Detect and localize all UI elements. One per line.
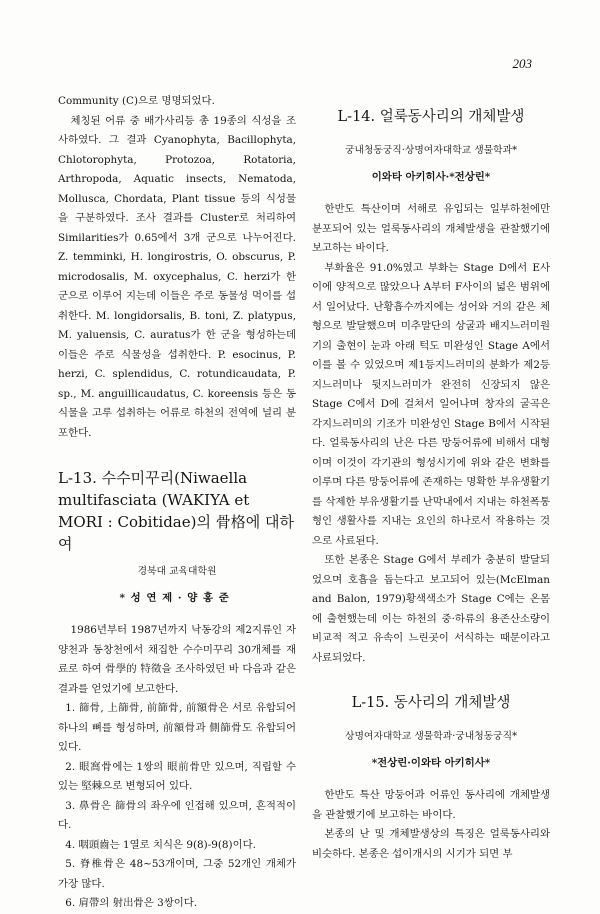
section-title-l15: L-15. 동사리의 개체발생 xyxy=(351,695,511,711)
paragraph: 한반도 특산 망둥어과 어류인 동사리에 개체발생을 관찰했기에 보고하는 바이다. xyxy=(312,789,550,821)
list-item: 1. 篩骨, 上篩骨, 前篩骨, 前額骨은 서로 유합되어 하나의 뼈를 형성하며, 前額骨과 側篩骨도 유합되어 있다. xyxy=(58,702,296,753)
page-number: 203 xyxy=(512,56,532,71)
list-item: 6. 肩帶의 射出骨은 3쌍이다. xyxy=(65,897,198,909)
authors-l15: *전상린·이와타 아키히사* xyxy=(371,757,491,769)
left-column xyxy=(58,92,296,914)
list-item: 2. 眼窩骨에는 1쌍의 眼前骨만 있으며, 직립할 수 있는 堅棘으로 변형되어 있다. xyxy=(58,760,296,792)
paragraph: 또한 본종은 Stage G에서 부레가 충분히 발달되었으며 호흡을 돕는다고 보고되어 있는(McElman and Balon, 1979)황색색소가 Stage C에는 온몸에 출현했는데 이는 하천의 중·하류의 용존산소량이 비교적 적고 유속이 느린곳이 서식하는 때문이라고 사료되었다. xyxy=(312,554,550,664)
paragraph: 한반도 특산이며 서해로 유입되는 일부하천에만 분포되어 있는 얼룩동사리의 개체발생을 관찰했기에 보고하는 바이다. xyxy=(312,203,550,254)
authors-l14: 이와타 아키히사·*전상린* xyxy=(371,171,491,183)
right-column xyxy=(312,92,550,864)
list-item: 3. 鼻骨은 篩骨의 좌우에 인접해 있으며, 흔적적이다. xyxy=(58,799,296,831)
section-title-l14: L-14. 얼룩동사리의 개체발생 xyxy=(337,109,525,125)
paragraph: 본종의 난 및 개체발생상의 특징은 얼룩동사리와 비슷하다. 본종은 섭이개시의 시기가 되면 부 xyxy=(312,828,550,860)
list-item: 5. 脊椎骨은 48~53개이며, 그중 52개인 개체가 가장 많다. xyxy=(58,858,296,890)
affiliation-l15: 상명여자대학교 생물학과·궁내청동궁직* xyxy=(344,731,517,742)
affiliation-l14: 궁내청동궁직·상명여자대학교 생물학과* xyxy=(344,145,517,156)
intro-paragraph-l13: 1986년부터 1987년까지 낙동강의 제2지류인 자양천과 동창천에서 채집한 수수미꾸리 30개체를 재료로 하여 骨學的 特徵을 조사하였던 바 다음과 같은 결과를 얻었기에 보고한다. xyxy=(58,624,296,695)
authors-l13: *성연제·양홍준 xyxy=(119,592,235,604)
continuation-line: Community (C)으로 명명되었다. xyxy=(58,95,215,107)
list-item: 4. 咽頭齒는 1열로 치식은 9(8)-9(8)이다. xyxy=(65,838,256,851)
section-title-l13: L-13. 수수미꾸리(Niwaella multifasciata (WAKIYA et MORI : Cobitidae)의 骨格에 대하여 xyxy=(58,469,294,553)
continuation-paragraph: 체칭된 어류 중 배가사리등 총 19종의 식성을 조사하였다. 그 결과 Cyanophyta, Bacillophyta, Chlotorophyta, Protozoa, Rotatoria, Arthropoda, Aquatic insects, Nematoda, Mollusca, Chordata, Plant tissue 등의 식성물을 구분하였다. 조사 결과를 Cluster로 처리하여 Similarities가 0.65에서 3개 군으로 나누어진다. Z. temminki, H. longirostris, O. obscurus, P. microdosalis, M. oxycephalus, C. herzi가 한 군으로 이루어 지는데 이들은 주로 동물성 먹이를 섭취한다. M. longidorsalis, B. toni, Z. platypus, M. yaluensis, C. auratus가 한 군을 형성하는데 이들은 주로 식물성을 섭취한다. P. esocinus, P. herzi, C. splendidus, C. rotundicaudata, P. sp., M. anguillicaudatus, C. koreensis 등은 동식물을 고루 섭취하는 어류로 하천의 전역에 널리 분포한다. xyxy=(58,114,296,439)
paragraph: 부화율은 91.0%였고 부화는 Stage D에서 E사이에 양적으로 많았으나 A부터 F사이의 넓은 범위에서 일어났다. 난황흡수까지에는 성어와 거의 같은 체형으로 발달했으며 미추말단의 상굴과 배지느러미원기의 출현이 눈과 아래 턱도 미완성인 Stage A에서 이를 볼 수 있었으며 제1등지느러미의 분화가 제2등지느러미나 뒷지느러미가 완전히 신장되지 않은 Stage C에서 D에 걸쳐서 일어나며 창자의 굴곡은 각지느러미의 기조가 미완성인 Stage B에서 시작된다. 얼룩동사리의 난은 다른 망둥어류에 비해서 대형이며 이것이 각기관의 형성시기에 위와 같은 변화를 이루며 다른 망둥어류에 존재하는 명확한 부유생활기를 삭제한 부유생활기를 난막내에서 지내는 하천폭통형인 생활사를 지내는 요인의 하나로서 작용하는 것으로 사료된다. xyxy=(312,261,550,547)
affiliation-l13: 경북대 교육대학원 xyxy=(137,566,217,577)
